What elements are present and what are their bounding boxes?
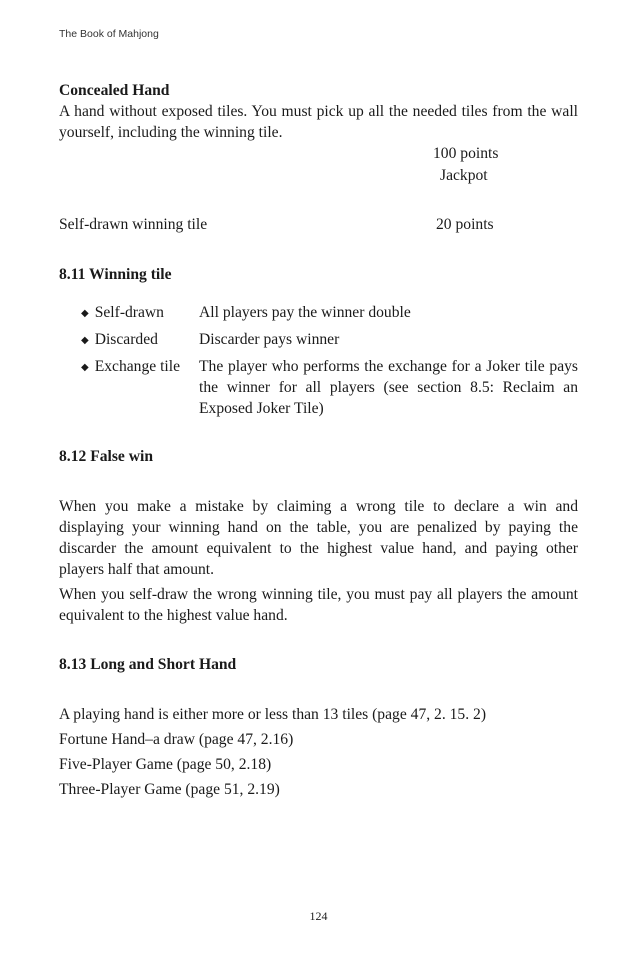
false-win-paragraph-1: When you make a mistake by claiming a wrong tile to declare a win and displaying your winning hand on the table, you are penalized by paying the discarder the amount equivalent to the highest value hand, and paying other players half that amount.: [59, 498, 578, 578]
list-item: [81, 302, 578, 325]
concealed-hand-description: A hand without exposed tiles. You must pick up all the needed tiles from the wall yourself, including the winning tile.: [59, 103, 578, 141]
section-concealed-hand: [59, 80, 578, 235]
self-drawn-points: 20 points: [436, 216, 494, 233]
reference-line: Fortune Hand–a draw (page 47, 2.16): [59, 731, 294, 748]
list-item-desc: All players pay the winner double: [199, 304, 411, 321]
list-item-term: Self-drawn: [94, 304, 164, 321]
page-content: [59, 80, 578, 802]
winning-tile-list: [59, 302, 578, 419]
list-item-term: Exchange tile: [94, 358, 180, 375]
running-head: The Book of Mahjong: [59, 28, 159, 40]
list-item-term: Discarded: [94, 331, 158, 348]
list-item: [81, 356, 578, 419]
false-win-heading: 8.12 False win: [59, 448, 153, 465]
page-number: 124: [309, 909, 328, 923]
list-item-desc: The player who performs the exchange for a Joker tile pays the winner for all players (see section 8.5: Reclaim an Exposed Joker Tile): [199, 358, 578, 417]
concealed-hand-heading: Concealed Hand: [59, 82, 170, 99]
self-drawn-label: Self-drawn winning tile: [59, 216, 208, 233]
section-winning-tile: [59, 264, 578, 419]
list-item: [81, 329, 578, 352]
self-drawn-row: [59, 214, 578, 235]
concealed-points-value: 100 points: [433, 145, 499, 162]
list-item-desc: Discarder pays winner: [199, 331, 340, 348]
false-win-paragraph-2: When you self-draw the wrong winning tile, you must pay all players the amount equivalent to the highest value hand.: [59, 586, 578, 624]
concealed-jackpot: Jackpot: [440, 167, 488, 184]
winning-tile-heading: 8.11 Winning tile: [59, 266, 172, 283]
reference-line: Three-Player Game (page 51, 2.19): [59, 781, 280, 798]
bullet-icon: ◆: [81, 335, 89, 346]
reference-line: Five-Player Game (page 50, 2.18): [59, 756, 272, 773]
concealed-hand-points: [59, 143, 578, 187]
reference-line: A playing hand is either more or less than 13 tiles (page 47, 2. 15. 2): [59, 706, 487, 723]
section-false-win: [59, 446, 578, 626]
bullet-icon: ◆: [81, 308, 89, 319]
long-short-heading: 8.13 Long and Short Hand: [59, 656, 237, 673]
section-long-short-hand: [59, 654, 578, 802]
bullet-icon: ◆: [81, 362, 89, 373]
